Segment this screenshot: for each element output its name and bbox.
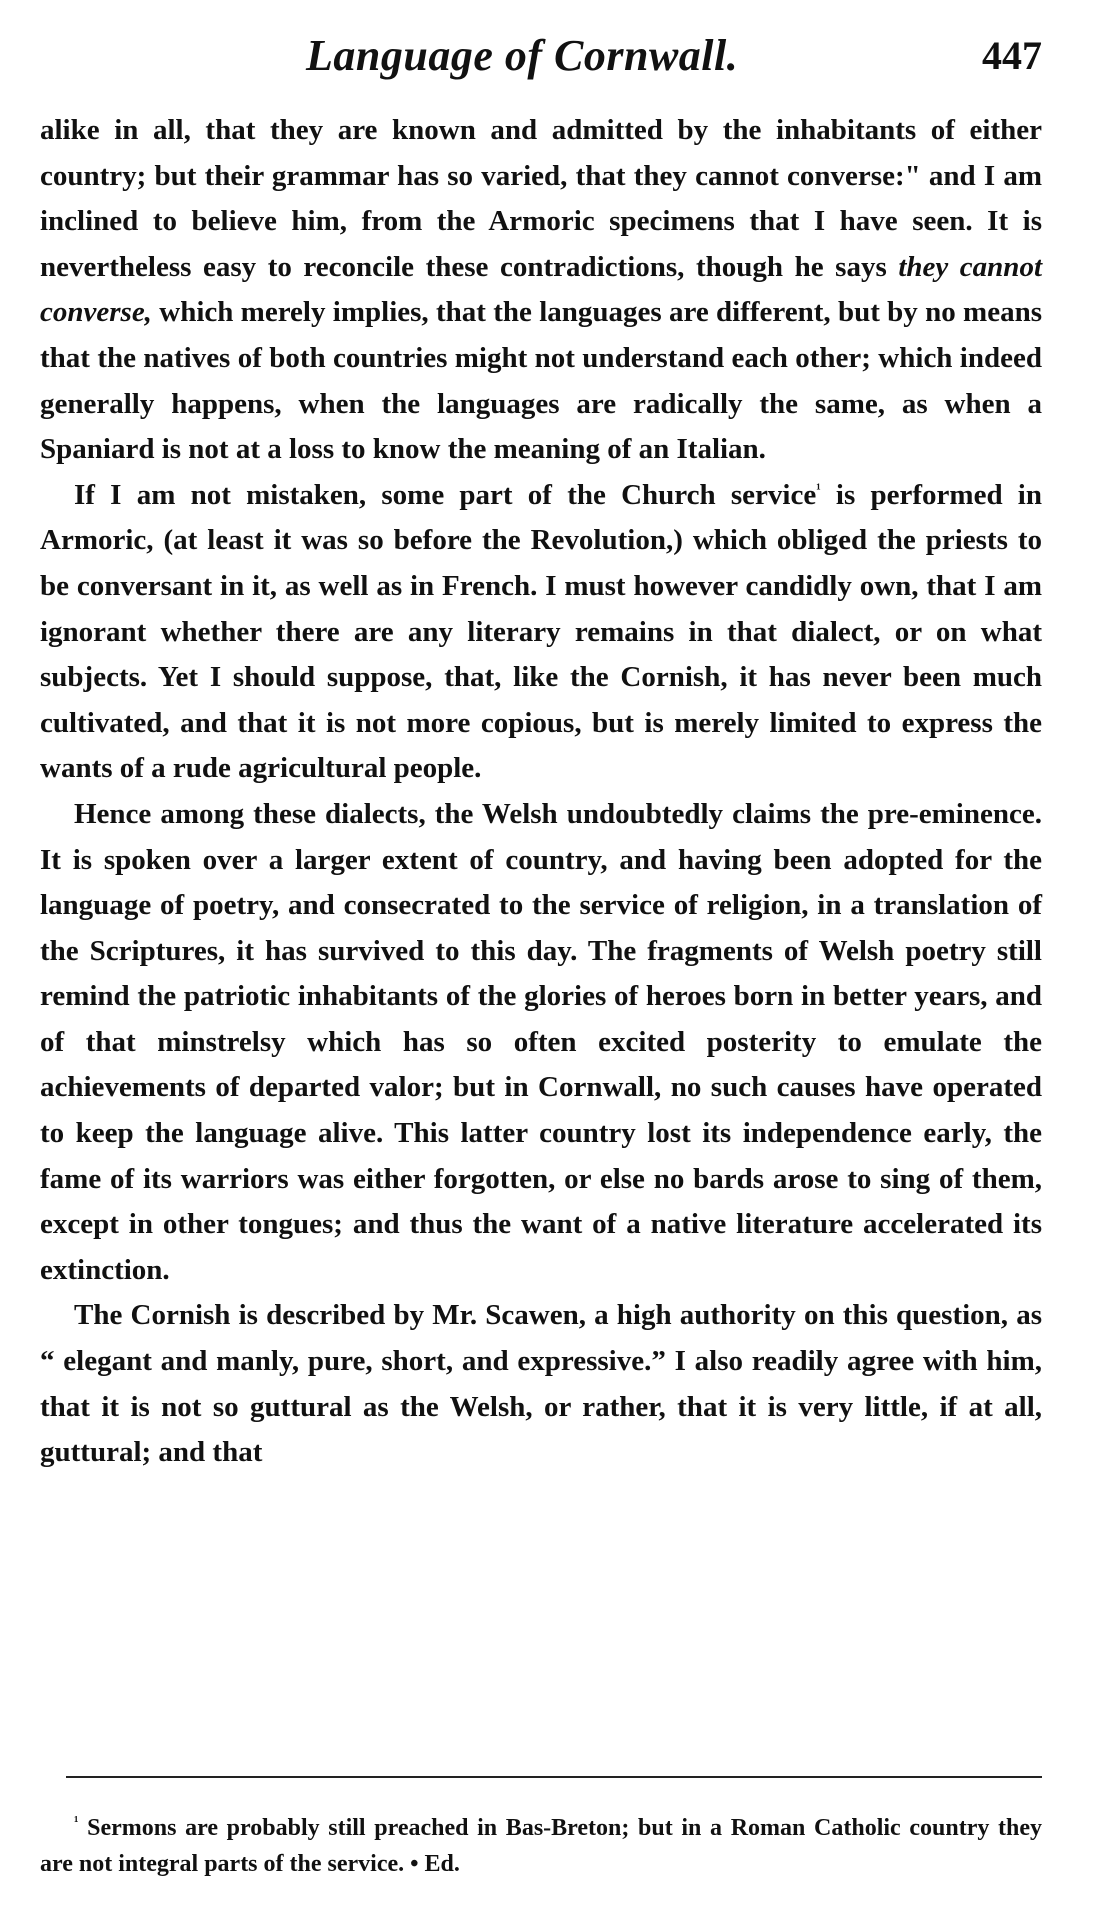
paragraph-2-end: is performed in Armoric, (at least it was so before the Revolution,) which obliged the priests to be conversant in it, as well as in French. I must however candidly own, that I am ignorant whether there are any literary remains in that dialect, or on what subjects. Yet I should suppose, that, like the Cornish, it has never been much cultivated, and that it is not more copious, but is merely limited to express the wants of a rude agricultural people. [40,478,1042,785]
footnote-reference: ¹ [816,481,821,498]
paragraph-1 [40,108,1042,473]
footnote [40,1810,1042,1882]
running-head [40,28,1042,98]
body-text [40,108,1042,1476]
paragraph-2 [40,473,1042,792]
paragraph-1-italic: they cannot converse, [40,250,1042,329]
paragraph-4: The Cornish is described by Mr. Scawen, a high authority on this question, as “ elegant and manly, pure, short, and expressive.” I also readily agree with him, that it is not so guttural as the Welsh, or rather, that it is very little, if at all, guttural; and that [40,1299,1042,1469]
footnote-marker: ¹ [74,1814,79,1830]
paragraph-1-text: alike in all, that they are known and admitted by the inhabitants of either country; but their grammar has so varied, that they cannot converse:" and I am inclined to believe him, from the Armoric specimens that I have seen. It is nevertheless easy to reconcile these contradictions, though he says [40,114,1042,283]
footnote-rule [66,1776,1042,1778]
page-number: 447 [982,33,1042,78]
footnote-paragraph [40,1810,1042,1882]
paragraph-1-end: which merely implies, that the languages are different, but by no means that the natives of both countries might not understand each other; which indeed generally happens, when the languages are radically the same, as when a Spaniard is not at a loss to know the meaning of an Italian. [40,296,1042,466]
running-title: Language of Cornwall. [306,31,739,80]
paragraph-2-start: If I am not mistaken, some part of the Church service [74,478,817,511]
paragraph-3: Hence among these dialects, the Welsh undoubtedly claims the pre-eminence. It is spoken over a larger extent of country, and having been adopted for the language of poetry, and consecrated to the service of religion, in a translation of the Scriptures, it has survived to this day. The fragments of Welsh poetry still remind the patriotic inhabitants of the glories of heroes born in better years, and of that minstrelsy which has so often excited posterity to emulate the achievements of departed valor; but in Cornwall, no such causes have operated to keep the language alive. This latter country lost its independence early, the fame of its warriors was either forgotten, or else no bards arose to sing of them, except in other tongues; and thus the want of a native literature accelerated its extinction. [40,797,1042,1286]
book-page [40,28,1042,1898]
footnote-text: Sermons are probably still preached in Bas-Breton; but in a Roman Catholic country they are not integral parts of the service. • Ed. [40,1815,1042,1877]
